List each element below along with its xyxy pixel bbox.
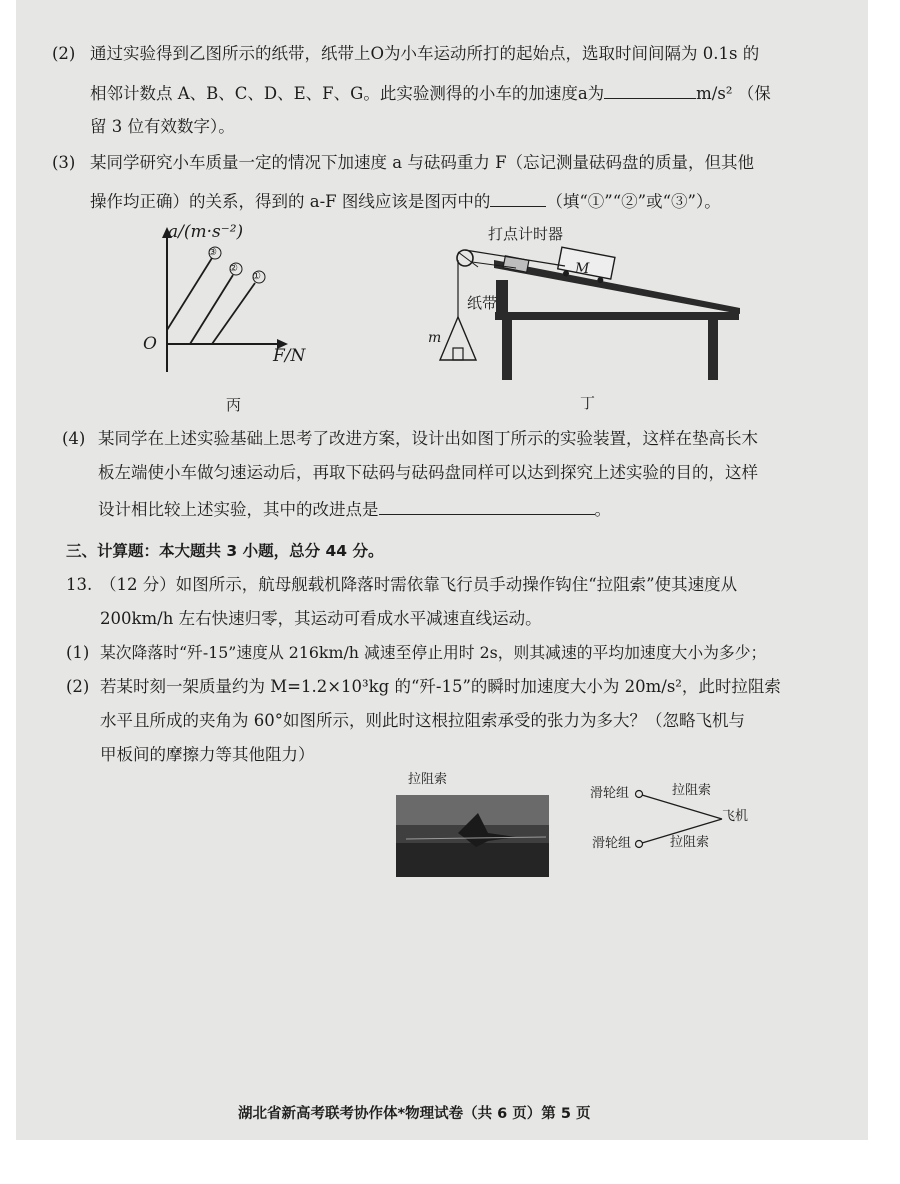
cable-bottom-label: 拉阻索 bbox=[670, 835, 710, 850]
graph-line-2 bbox=[190, 275, 233, 344]
acceleration-answer-blank[interactable] bbox=[604, 80, 696, 99]
q13-part1-text: 某次降落时“歼-15”速度从 216km/h 减速至停止用时 2s，则其减速的平均加速度大小为多少； bbox=[100, 643, 767, 662]
pulley bbox=[457, 250, 473, 266]
cable-top-label: 拉阻索 bbox=[672, 783, 712, 798]
table-top bbox=[495, 312, 739, 320]
tape-label: 纸带 bbox=[467, 294, 498, 312]
q13-line2: 200km/h 左右快速归零，其运动可看成水平减速直线运动。 bbox=[100, 609, 542, 628]
plane-label: 飞机 bbox=[722, 809, 749, 824]
q13-part1-number: (1) bbox=[66, 643, 90, 662]
graph-choice-blank[interactable] bbox=[490, 188, 546, 207]
q12-part2-unit: m/s² （保 bbox=[696, 84, 771, 103]
line-3-label: ③ bbox=[208, 247, 217, 258]
section-3-heading: 三、计算题：本大题共 3 小题，总分 44 分。 bbox=[66, 542, 384, 560]
q12-part2-line3: 留 3 位有效数字）。 bbox=[90, 117, 235, 136]
photo-cable-label: 拉阻索 bbox=[408, 772, 448, 787]
q12-part2-line1: 通过实验得到乙图所示的纸带，纸带上O为小车运动所打的起始点，选取时间间隔为 0.1s 的 bbox=[90, 44, 760, 63]
graph-line-1 bbox=[212, 283, 255, 344]
q13-number: 13. bbox=[66, 575, 93, 594]
q12-part2-line2-text: 相邻计数点 A、B、C、D、E、F、G。此实验测得的小车的加速度a为 bbox=[90, 84, 605, 103]
q12-part3-options: （填“①”“②”或“③”）。 bbox=[546, 192, 721, 211]
q12-part4-line3 bbox=[98, 496, 611, 521]
weight-block bbox=[453, 348, 463, 360]
q12-part3-line1: 某同学研究小车质量一定的情况下加速度 a 与砝码重力 F（忘记测量砝码盘的质量，但其他 bbox=[90, 153, 755, 172]
inclined-board bbox=[494, 260, 740, 314]
table-leg-right bbox=[708, 320, 718, 380]
q12-part2-number: (2) bbox=[52, 44, 76, 63]
q12-part2-line2 bbox=[90, 80, 771, 105]
figure-ding-caption: 丁 bbox=[580, 394, 596, 412]
q12-part4-period: 。 bbox=[594, 500, 611, 519]
pulley-bottom-label: 滑轮组 bbox=[592, 836, 632, 851]
q13-part2-number: (2) bbox=[66, 677, 90, 696]
origin-label: O bbox=[143, 334, 157, 354]
improvement-answer-blank[interactable] bbox=[379, 496, 595, 515]
line-2-label: ② bbox=[229, 263, 238, 274]
page-footer: 湖北省新高考联考协作体*物理试卷（共 6 页）第 5 页 bbox=[238, 1106, 591, 1122]
q13-part2-line3: 甲板间的摩擦力等其他阻力） bbox=[100, 745, 315, 764]
pulley-bottom-marker bbox=[636, 841, 643, 848]
apparatus-figure bbox=[420, 222, 750, 402]
q12-part4-line3-text: 设计相比较上述实验，其中的改进点是 bbox=[98, 500, 379, 519]
q12-part3-line2-text: 操作均正确）的关系，得到的 a-F 图线应该是图丙中的 bbox=[90, 192, 491, 211]
line-1-label: ① bbox=[252, 271, 261, 282]
f-axis-label: F/N bbox=[273, 346, 306, 366]
a-axis-label: a/(m·s⁻²) bbox=[168, 222, 244, 242]
timer-label: 打点计时器 bbox=[488, 225, 564, 243]
figure-bing-caption: 丙 bbox=[226, 396, 242, 414]
pulley-top-marker bbox=[636, 791, 643, 798]
table-leg-left bbox=[502, 320, 512, 380]
q13-part2-line2: 水平且所成的夹角为 60°如图所示，则此时这根拉阻索承受的张力为多大？（忽略飞机与 bbox=[100, 711, 745, 730]
q13-part2-line1: 若某时刻一架质量约为 M=1.2×10³kg 的“歼-15”的瞬时加速度大小为 20m/s²，此时拉阻索 bbox=[100, 677, 781, 696]
q13-line1: （12 分）如图所示，航母舰载机降落时需依靠飞行员手动操作钩住“拉阻索”使其速度从 bbox=[100, 575, 738, 594]
weight-pan bbox=[440, 317, 476, 360]
q12-part3-line2 bbox=[90, 188, 721, 213]
q12-part4-line1: 某同学在上述实验基础上思考了改进方案，设计出如图丁所示的实验装置，这样在垫高长木 bbox=[98, 429, 758, 448]
cart-mass-label: M bbox=[575, 261, 590, 277]
q12-part4-number: (4) bbox=[62, 429, 86, 448]
photo-deck bbox=[396, 843, 549, 877]
carrier-landing-photo bbox=[396, 795, 549, 877]
pan-mass-label: m bbox=[428, 330, 442, 346]
q12-part3-number: (3) bbox=[52, 153, 76, 172]
support-block bbox=[496, 280, 508, 312]
pulley-top-label: 滑轮组 bbox=[590, 786, 630, 801]
a-f-graph-figure bbox=[130, 222, 330, 397]
q12-part4-line2: 板左端使小车做匀速运动后，再取下砝码与砝码盘同样可以达到探究上述实验的目的，这样 bbox=[98, 463, 758, 482]
